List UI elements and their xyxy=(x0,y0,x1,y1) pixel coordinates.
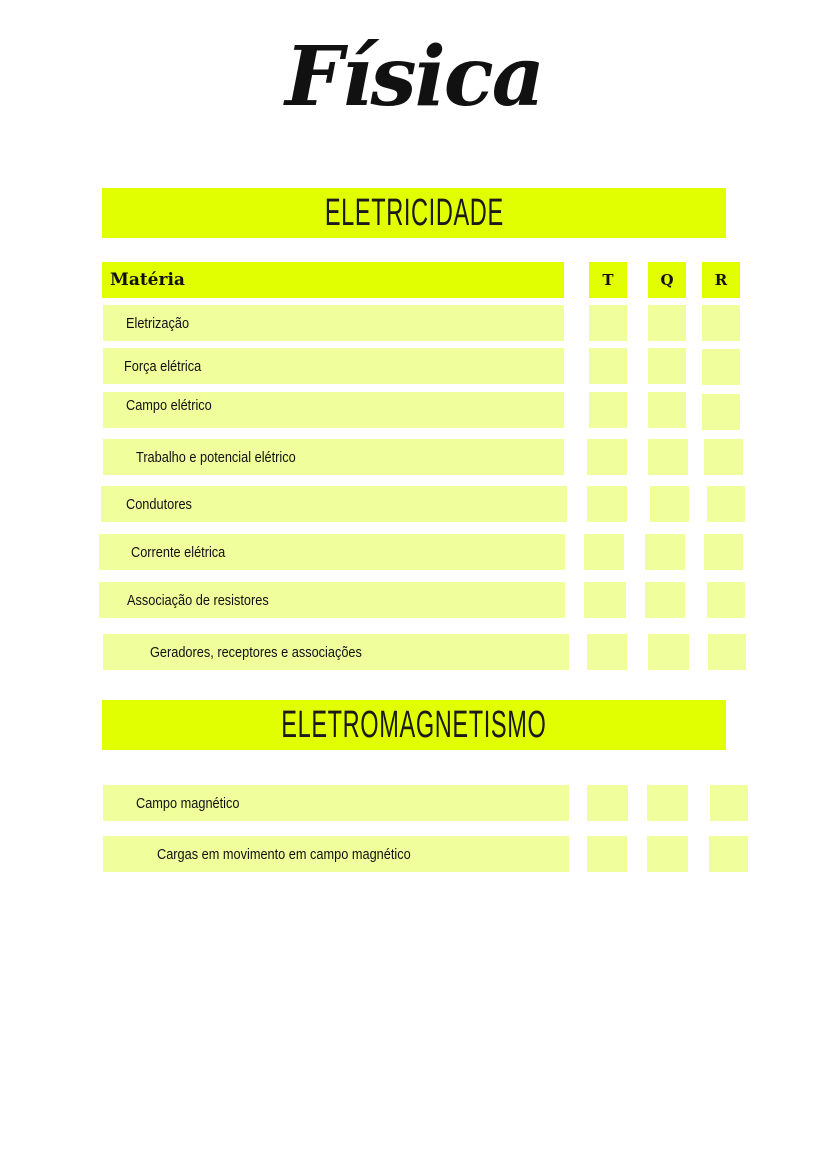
checkbox-t[interactable] xyxy=(587,439,627,475)
checkbox-q[interactable] xyxy=(648,305,686,341)
checkbox-t[interactable] xyxy=(589,392,627,428)
topic-row-forca-eletrica xyxy=(103,348,564,384)
topic-label: Força elétrica xyxy=(124,357,202,375)
topic-row-campo-eletrico xyxy=(103,392,564,428)
checkbox-r[interactable] xyxy=(704,534,743,570)
topic-row-eletrizacao xyxy=(103,305,564,341)
topic-label: Corrente elétrica xyxy=(131,543,226,561)
topic-row-geradores-receptores xyxy=(103,634,569,670)
checkbox-q[interactable] xyxy=(647,785,688,821)
topic-row-corrente-eletrica xyxy=(99,534,565,570)
column-header-materia xyxy=(102,262,564,298)
checkbox-q[interactable] xyxy=(648,392,686,428)
checkbox-r[interactable] xyxy=(708,634,746,670)
topic-label: Campo elétrico xyxy=(126,396,212,414)
column-header-t: T xyxy=(589,262,627,298)
topic-label: Associação de resistores xyxy=(127,591,269,609)
checkbox-r[interactable] xyxy=(707,582,745,618)
checkbox-r[interactable] xyxy=(710,785,748,821)
page-title: Física xyxy=(285,29,543,125)
checkbox-r[interactable] xyxy=(702,394,740,430)
checkbox-t[interactable] xyxy=(587,486,627,522)
section-title: ELETROMAGNETISMO xyxy=(281,703,547,746)
checkbox-t[interactable] xyxy=(587,785,628,821)
checkbox-q[interactable] xyxy=(650,486,689,522)
checkbox-r[interactable] xyxy=(704,439,743,475)
column-header-r: R xyxy=(702,262,740,298)
checkbox-r[interactable] xyxy=(702,349,740,385)
topic-row-cargas-movimento xyxy=(103,836,569,872)
section-header-eletricidade xyxy=(102,188,726,238)
checkbox-t[interactable] xyxy=(584,534,624,570)
topic-label: Cargas em movimento em campo magnético xyxy=(157,845,411,863)
checkbox-r[interactable] xyxy=(702,305,740,341)
topic-row-associacao-resistores xyxy=(99,582,565,618)
checkbox-q[interactable] xyxy=(645,582,685,618)
topic-row-trabalho-potencial xyxy=(103,439,564,475)
topic-label: Campo magnético xyxy=(136,794,240,812)
section-title: ELETRICIDADE xyxy=(324,191,504,234)
checkbox-t[interactable] xyxy=(587,836,627,872)
materia-label: Matéria xyxy=(110,270,185,290)
topic-label: Eletrização xyxy=(126,314,190,332)
topic-label: Condutores xyxy=(126,495,192,513)
checkbox-t[interactable] xyxy=(584,582,626,618)
topic-label: Geradores, receptores e associações xyxy=(150,643,362,661)
topic-label: Trabalho e potencial elétrico xyxy=(136,448,296,466)
checkbox-q[interactable] xyxy=(647,836,688,872)
checkbox-q[interactable] xyxy=(648,348,686,384)
checkbox-t[interactable] xyxy=(589,348,627,384)
topic-row-campo-magnetico xyxy=(103,785,569,821)
checkbox-q[interactable] xyxy=(648,634,689,670)
checkbox-q[interactable] xyxy=(648,439,688,475)
checkbox-t[interactable] xyxy=(587,634,627,670)
checkbox-t[interactable] xyxy=(589,305,627,341)
checkbox-r[interactable] xyxy=(709,836,748,872)
topic-row-condutores xyxy=(101,486,567,522)
column-header-q: Q xyxy=(648,262,686,298)
checkbox-q[interactable] xyxy=(645,534,685,570)
section-header-eletromagnetismo xyxy=(102,700,726,750)
checkbox-r[interactable] xyxy=(707,486,745,522)
